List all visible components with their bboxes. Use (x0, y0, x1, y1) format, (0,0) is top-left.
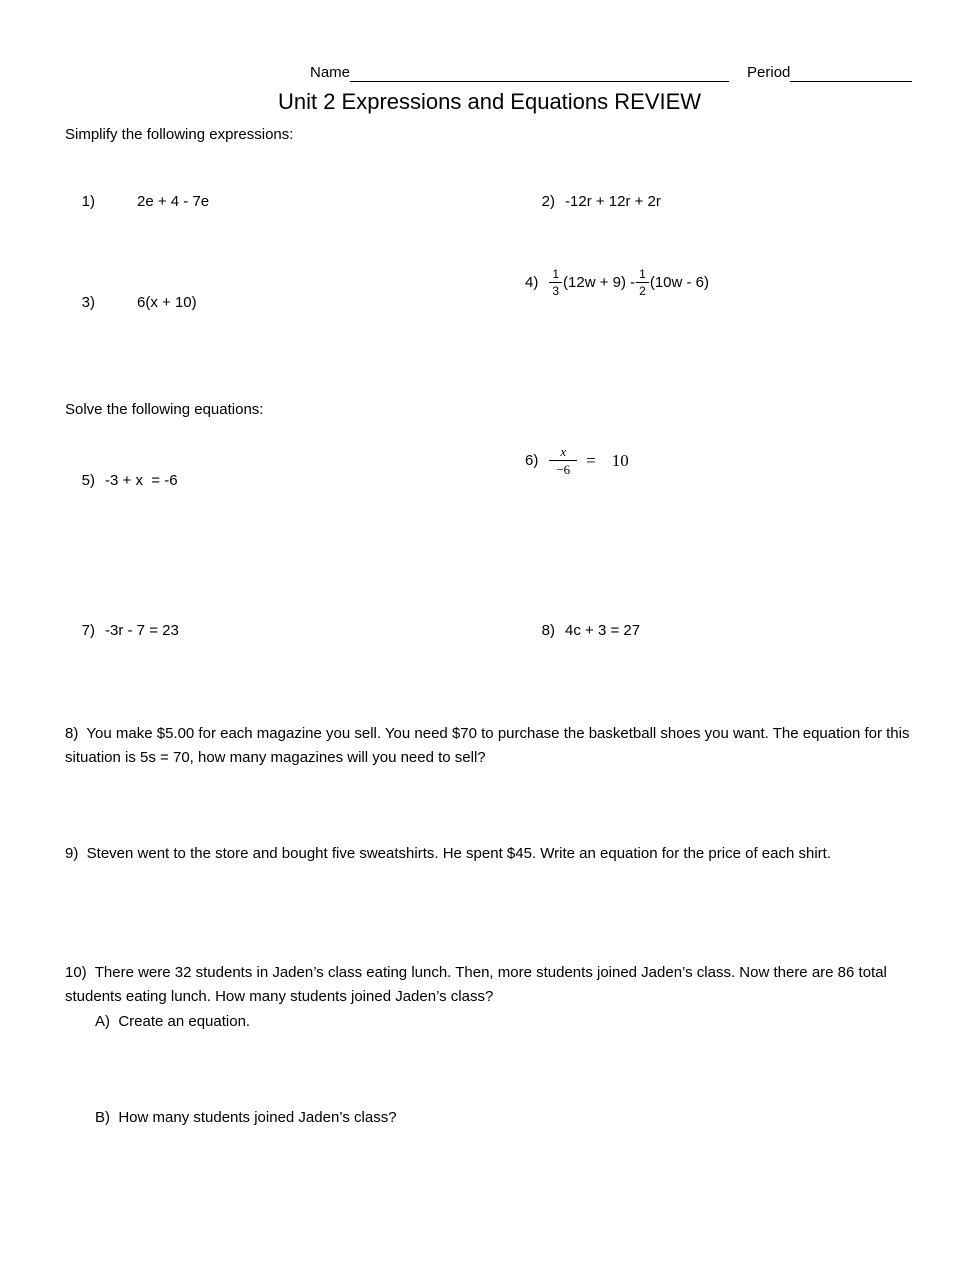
word-problem-10-part-b: B) How many students joined Jaden’s class? (95, 1109, 397, 1126)
solve-section-heading: Solve the following equations: (65, 401, 264, 418)
name-blank (350, 65, 729, 82)
problem-6 (525, 445, 629, 476)
problem-4-middle: (12w + 9) - (563, 274, 636, 291)
fraction-numerator: x (549, 445, 577, 461)
problem-2-expression: -12r + 12r + 2r (565, 193, 661, 210)
fraction-numerator: 1 (549, 268, 562, 283)
problem-2-number: 2) (541, 193, 556, 210)
problem-2 (525, 175, 661, 229)
word-problem-10: 10) There were 32 students in Jaden’s class eating lunch. Then, more students joined Jaden’s class. Now there are 86 total students eating lunch. How many students joined Jaden’s class? (65, 964, 892, 1005)
period-blank (790, 65, 912, 82)
problem-5-expression: -3 + x = -6 (105, 472, 178, 489)
problem-1 (65, 175, 209, 229)
problem-8 (525, 604, 640, 658)
problem-8-expression: 4c + 3 = 27 (565, 622, 641, 639)
problem-8-number: 8) (541, 622, 556, 639)
fraction-denominator: 2 (639, 284, 646, 298)
problem-6-fraction (549, 445, 577, 476)
simplify-section-heading: Simplify the following expressions: (65, 126, 294, 143)
problem-4-fraction-one-half (636, 268, 649, 297)
fraction-denominator: −6 (556, 462, 571, 477)
fraction-numerator: 1 (636, 268, 649, 283)
page-title: Unit 2 Expressions and Equations REVIEW (277, 89, 702, 114)
period-label: Period (747, 64, 791, 81)
problem-5 (65, 454, 178, 508)
problem-4-fraction-one-third (549, 268, 562, 297)
problem-1-expression: 2e + 4 - 7e (137, 193, 210, 210)
problem-1-number: 1) (81, 193, 96, 210)
problem-3 (65, 276, 197, 330)
problem-7-number: 7) (81, 622, 96, 639)
problem-4 (525, 268, 709, 297)
problem-5-number: 5) (81, 472, 96, 489)
name-period-line (310, 64, 912, 82)
fraction-denominator: 3 (552, 284, 560, 298)
problem-3-number: 3) (81, 294, 96, 311)
problem-6-rhs: 10 (611, 450, 629, 470)
name-label: Name (310, 64, 351, 81)
problem-4-number: 4) (525, 274, 539, 291)
word-problem-9: 9) Steven went to the store and bought five sweatshirts. He spent $45. Write an equation for the price of each shirt. (65, 845, 831, 862)
problem-7 (65, 604, 179, 658)
problem-6-number: 6) (525, 452, 539, 469)
word-problem-10-part-a: A) Create an equation. (95, 1013, 251, 1030)
problem-6-equals: = (586, 450, 596, 470)
problem-4-tail: (10w - 6) (649, 274, 710, 291)
problem-7-expression: -3r - 7 = 23 (105, 622, 179, 639)
problem-3-expression: 6(x + 10) (137, 294, 197, 311)
word-problem-8: 8) You make $5.00 for each magazine you sell. You need $70 to purchase the basketball shoes you want. The equation for this situation is 5s = 70, how many magazines will you need to sell? (65, 725, 914, 766)
